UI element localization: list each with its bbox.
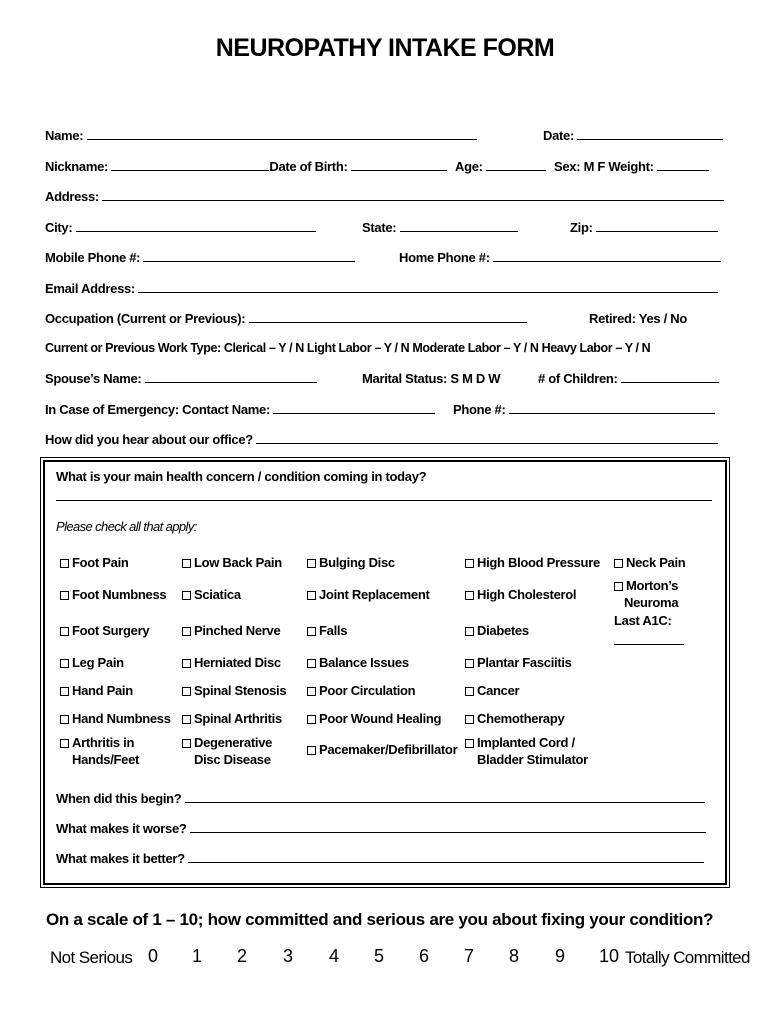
checkbox-item[interactable] [307,655,409,670]
mobile-field[interactable] [45,250,355,265]
zip-line[interactable] [596,220,718,232]
checkbox-item[interactable] [307,683,415,698]
checkbox-label: Falls [319,623,348,638]
occupation-label: Occupation (Current or Previous): [45,311,246,326]
sex-label: Sex: M F [554,159,606,174]
checkbox-square[interactable] [182,739,191,748]
checkbox-label: Balance Issues [319,655,409,670]
checkbox-item[interactable] [60,623,149,638]
emergency-phone-line[interactable] [509,402,715,414]
name-line[interactable] [87,128,477,140]
checkbox-item[interactable] [182,711,282,726]
checkbox-label: Foot Numbness [72,587,167,602]
checkbox-item[interactable] [60,555,129,570]
scale-number-3[interactable]: 3 [283,946,294,966]
scale-number-4[interactable]: 4 [329,946,340,966]
checkbox-square[interactable] [60,659,69,668]
referral-line[interactable] [256,432,718,444]
sex-weight-field[interactable] [554,159,709,174]
home-phone-field[interactable] [399,250,721,265]
concern-answer-line[interactable] [56,500,712,501]
checkbox-square[interactable] [465,687,474,696]
age-line[interactable] [486,159,546,171]
checkbox-square[interactable] [307,559,316,568]
age-label: Age: [455,159,483,174]
spouse-label: Spouse’s Name: [45,371,142,386]
age-field[interactable] [455,159,546,174]
checkbox-square[interactable] [465,659,474,668]
home-phone-label: Home Phone #: [399,250,490,265]
checkbox-label: Foot Surgery [72,623,150,638]
a1c-line[interactable] [614,644,684,645]
occupation-field[interactable] [45,311,527,326]
email-label: Email Address: [45,281,135,296]
name-field[interactable] [45,128,477,143]
checkbox-item[interactable] [307,623,347,638]
city-label: City: [45,220,73,235]
checkbox-square[interactable] [182,591,191,600]
checkbox-degenerative-disc[interactable] [182,734,272,768]
checkbox-square[interactable] [182,715,191,724]
city-line[interactable] [76,220,316,232]
checkbox-square[interactable] [307,715,316,724]
scale-number-10[interactable]: 10 [599,946,620,966]
checkbox-square[interactable] [465,591,474,600]
checkbox-square[interactable] [182,659,191,668]
checkbox-label: Degenerative [194,735,273,750]
checkbox-square[interactable] [60,627,69,636]
scale-number-9[interactable]: 9 [555,946,566,966]
checkbox-item[interactable] [60,683,133,698]
checkbox-label: Herniated Disc [194,655,281,670]
checkbox-item[interactable] [465,555,600,570]
checkbox-label: Bulging Disc [319,555,395,570]
worse-line[interactable] [190,821,706,833]
checkbox-label: Hands/Feet [72,752,140,767]
scale-number-0[interactable]: 0 [148,946,159,966]
checkbox-square[interactable] [60,559,69,568]
checkbox-square[interactable] [465,739,474,748]
better-field[interactable] [56,851,704,866]
checkbox-square[interactable] [60,591,69,600]
home-phone-line[interactable] [493,250,721,262]
emergency-phone-label: Phone #: [453,402,506,417]
commitment-question: On a scale of 1 – 10; how committed and serious are you about fixing your condition? [46,910,714,929]
checkbox-square[interactable] [307,627,316,636]
checkbox-label: Leg Pain [72,655,124,670]
checkbox-label: Poor Wound Healing [319,711,442,726]
checkbox-label: Cancer [477,683,520,698]
checkbox-item[interactable] [182,555,282,570]
checkbox-label: Pinched Nerve [194,623,281,638]
checkbox-label: Poor Circulation [319,683,416,698]
checkbox-square[interactable] [465,559,474,568]
checkbox-item[interactable] [60,655,124,670]
marital-field[interactable]: Marital Status: S M D W [362,371,501,386]
address-label: Address: [45,189,99,204]
checkbox-label: Bladder Stimulator [477,752,588,767]
checkbox-item[interactable] [307,711,441,726]
children-label: # of Children: [538,371,618,386]
checkbox-label: Spinal Stenosis [194,683,287,698]
checkbox-label: Diabetes [477,623,529,638]
checkbox-arthritis-hands-feet[interactable] [60,734,139,768]
scale-number-6[interactable]: 6 [419,946,430,966]
checkbox-square[interactable] [60,715,69,724]
checkbox-label: Low Back Pain [194,555,282,570]
state-field[interactable] [362,220,518,235]
checkbox-label: Neck Pain [626,555,686,570]
zip-field[interactable] [570,220,718,235]
checkbox-square[interactable] [60,687,69,696]
checkbox-label: Hand Pain [72,683,133,698]
checkbox-item[interactable] [465,623,529,638]
scale-number-2[interactable]: 2 [237,946,248,966]
checkbox-item[interactable] [614,578,678,593]
onset-label: When did this begin? [56,791,182,806]
address-line[interactable] [102,189,724,201]
checkbox-item[interactable] [465,683,519,698]
checkbox-item[interactable] [307,555,395,570]
checkbox-item[interactable] [182,683,286,698]
zip-label: Zip: [570,220,593,235]
checkbox-label: Joint Replacement [319,587,430,602]
work-type-field[interactable]: Current or Previous Work Type: Clerical – Y / N Light Labor – Y / N Moderate Labor – Y / N Heavy Labor – Y / N [45,341,651,355]
checkbox-item[interactable] [182,623,280,638]
checkbox-pacemaker[interactable] [307,742,457,757]
emergency-field[interactable] [45,402,435,417]
scale-number-7[interactable]: 7 [464,946,475,966]
scale-number-1[interactable]: 1 [192,946,203,966]
better-line[interactable] [188,851,704,863]
scale-high-label: Totally Committed [625,948,750,967]
retired-field[interactable]: Retired: Yes / No [589,311,687,326]
dob-label: Date of Birth: [269,159,348,174]
checkbox-implanted-cord[interactable] [465,734,588,768]
checkbox-label: Chemotherapy [477,711,565,726]
checkbox-square[interactable] [307,687,316,696]
emergency-phone-field[interactable] [453,402,715,417]
form-title: NEUROPATHY INTAKE FORM [215,34,555,62]
name-label: Name: [45,128,84,143]
checkbox-label: Hand Numbness [72,711,171,726]
checkbox-square[interactable] [307,659,316,668]
emergency-line[interactable] [273,402,435,414]
checkbox-label: Sciatica [194,587,241,602]
checkbox-square[interactable] [614,582,623,591]
concern-question: What is your main health concern / condition coming in today? [56,469,427,484]
children-field[interactable] [538,371,719,386]
check-instruction: Please check all that apply: [56,519,197,534]
a1c-label: Last A1C: [614,613,672,628]
checkbox-label: Arthritis in [72,735,135,750]
neuroma-label: Neuroma [624,595,679,610]
mobile-label: Mobile Phone #: [45,250,141,265]
checkbox-label: High Blood Pressure [477,555,600,570]
better-label: What makes it better? [56,851,185,866]
nickname-line[interactable] [111,159,269,171]
checkbox-item[interactable] [465,655,572,670]
checkbox-item[interactable] [60,711,171,726]
worse-field[interactable] [56,821,706,836]
referral-label: How did you hear about our office? [45,432,253,447]
checkbox-item[interactable] [182,655,281,670]
checkbox-square[interactable] [465,627,474,636]
emergency-label: In Case of Emergency: Contact Name: [45,402,271,417]
checkbox-label: Spinal Arthritis [194,711,282,726]
state-line[interactable] [400,220,518,232]
checkbox-label: Disc Disease [194,752,271,767]
checkbox-label: Morton’s [626,578,678,593]
checkbox-square[interactable] [307,746,316,755]
weight-label: Weight: [608,159,654,174]
scale-number-5[interactable]: 5 [374,946,385,966]
nickname-label: Nickname: [45,159,109,174]
spouse-line[interactable] [145,371,317,383]
date-line[interactable] [577,128,723,140]
worse-label: What makes it worse? [56,821,187,836]
checkbox-square[interactable] [60,739,69,748]
date-field[interactable] [543,128,723,143]
mobile-line[interactable] [143,250,355,262]
checkbox-label: Plantar Fasciitis [477,655,572,670]
checkbox-label: High Cholesterol [477,587,577,602]
checkbox-square[interactable] [307,591,316,600]
checkbox-item[interactable] [60,587,166,602]
nickname-field[interactable] [45,159,447,174]
children-line[interactable] [621,371,719,383]
checkbox-label: Foot Pain [72,555,129,570]
onset-field[interactable] [56,791,705,806]
checkbox-square[interactable] [182,627,191,636]
email-field[interactable] [45,281,718,296]
referral-field[interactable] [45,432,718,447]
occupation-line[interactable] [249,311,527,323]
spouse-field[interactable] [45,371,317,386]
weight-line[interactable] [657,159,709,171]
city-field[interactable] [45,220,316,235]
checkbox-square[interactable] [182,559,191,568]
scale-low-label: Not Serious [50,948,133,967]
checkbox-item[interactable] [182,587,241,602]
address-field[interactable] [45,189,724,204]
date-label: Date: [543,128,575,143]
checkbox-item[interactable] [465,711,564,726]
checkbox-label: Pacemaker/Defibrillator [319,742,458,757]
checkbox-square[interactable] [465,715,474,724]
checkbox-label: Implanted Cord / [477,735,575,750]
dob-line[interactable] [351,159,447,171]
onset-line[interactable] [185,791,705,803]
email-line[interactable] [138,281,718,293]
state-label: State: [362,220,397,235]
checkbox-item[interactable] [614,555,685,570]
checkbox-item[interactable] [307,587,430,602]
checkbox-square[interactable] [182,687,191,696]
checkbox-item[interactable] [465,587,576,602]
scale-number-8[interactable]: 8 [509,946,520,966]
checkbox-square[interactable] [614,559,623,568]
